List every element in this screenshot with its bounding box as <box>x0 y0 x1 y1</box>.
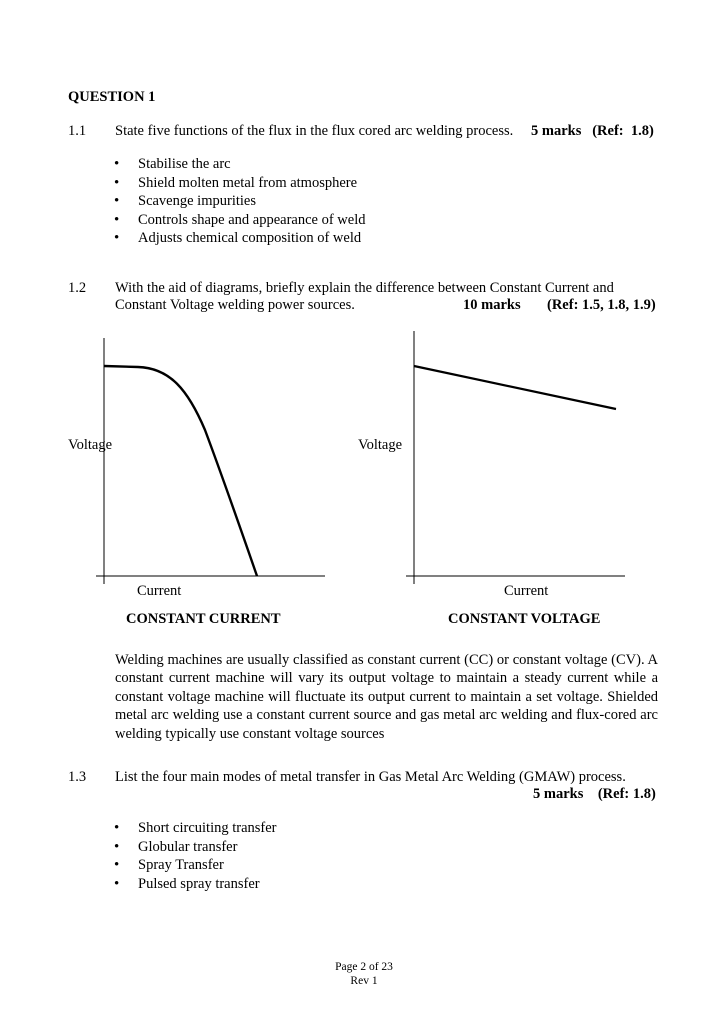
question-number-1-3: 1.3 <box>68 769 87 785</box>
list-item: • Stabilise the arc <box>112 155 365 174</box>
cc-caption: CONSTANT CURRENT <box>126 611 281 627</box>
revision-label: Rev 1 <box>350 975 378 987</box>
question-marks-1-3: 5 marks (Ref: 1.8) <box>533 786 656 802</box>
question-number-1-1: 1.1 <box>68 123 87 139</box>
question-marks-1-2: 10 marks <box>463 297 521 313</box>
list-item: • Scavenge impurities <box>112 192 365 211</box>
question-text-1-1: State five functions of the flux in the flux cored arc welding process. <box>115 123 514 139</box>
answer-paragraph-1-2: Welding machines are usually classified as constant current (CC) or constant voltage (CV). A constant current machine will vary its output voltage to maintain a steady current while a constant voltage machine will fluctuate its output current to maintain a set voltage. Shielded metal arc welding use a constant current source and gas metal arc welding and flux-cored arc welding typically use constant voltage sources <box>115 652 658 742</box>
constant-voltage-graph <box>406 331 625 584</box>
list-item: • Spray Transfer <box>112 856 277 875</box>
question-number-1-2: 1.2 <box>68 280 87 296</box>
question-text-1-3: List the four main modes of metal transfer in Gas Metal Arc Welding (GMAW) process. <box>115 769 626 785</box>
cc-curve <box>104 366 257 576</box>
answer-list-1-3 <box>112 819 277 893</box>
question-ref-1-2: (Ref: 1.5, 1.8, 1.9) <box>547 297 656 313</box>
list-item: • Controls shape and appearance of weld <box>112 211 365 230</box>
cv-caption: CONSTANT VOLTAGE <box>448 611 601 627</box>
constant-current-graph <box>96 338 325 584</box>
question-text-1-2-line2: Constant Voltage welding power sources. <box>115 297 355 313</box>
question-marks-1-1: 5 marks (Ref: 1.8) <box>531 123 654 139</box>
list-item: • Globular transfer <box>112 838 277 857</box>
cc-x-axis-label: Current <box>137 583 182 599</box>
list-item: • Adjusts chemical composition of weld <box>112 229 365 248</box>
list-item: • Shield molten metal from atmosphere <box>112 174 365 193</box>
list-item: • Short circuiting transfer <box>112 819 277 838</box>
page-number: Page 2 of 23 <box>335 961 393 973</box>
list-item: • Pulsed spray transfer <box>112 875 277 894</box>
cv-curve <box>414 366 616 409</box>
question-text-1-2-line1: With the aid of diagrams, briefly explain the difference between Constant Current and <box>115 280 614 296</box>
cv-y-axis-label: Voltage <box>358 437 403 453</box>
question-heading: QUESTION 1 <box>68 89 156 105</box>
cc-y-axis-label: Voltage <box>68 437 113 453</box>
cv-x-axis-label: Current <box>504 583 549 599</box>
